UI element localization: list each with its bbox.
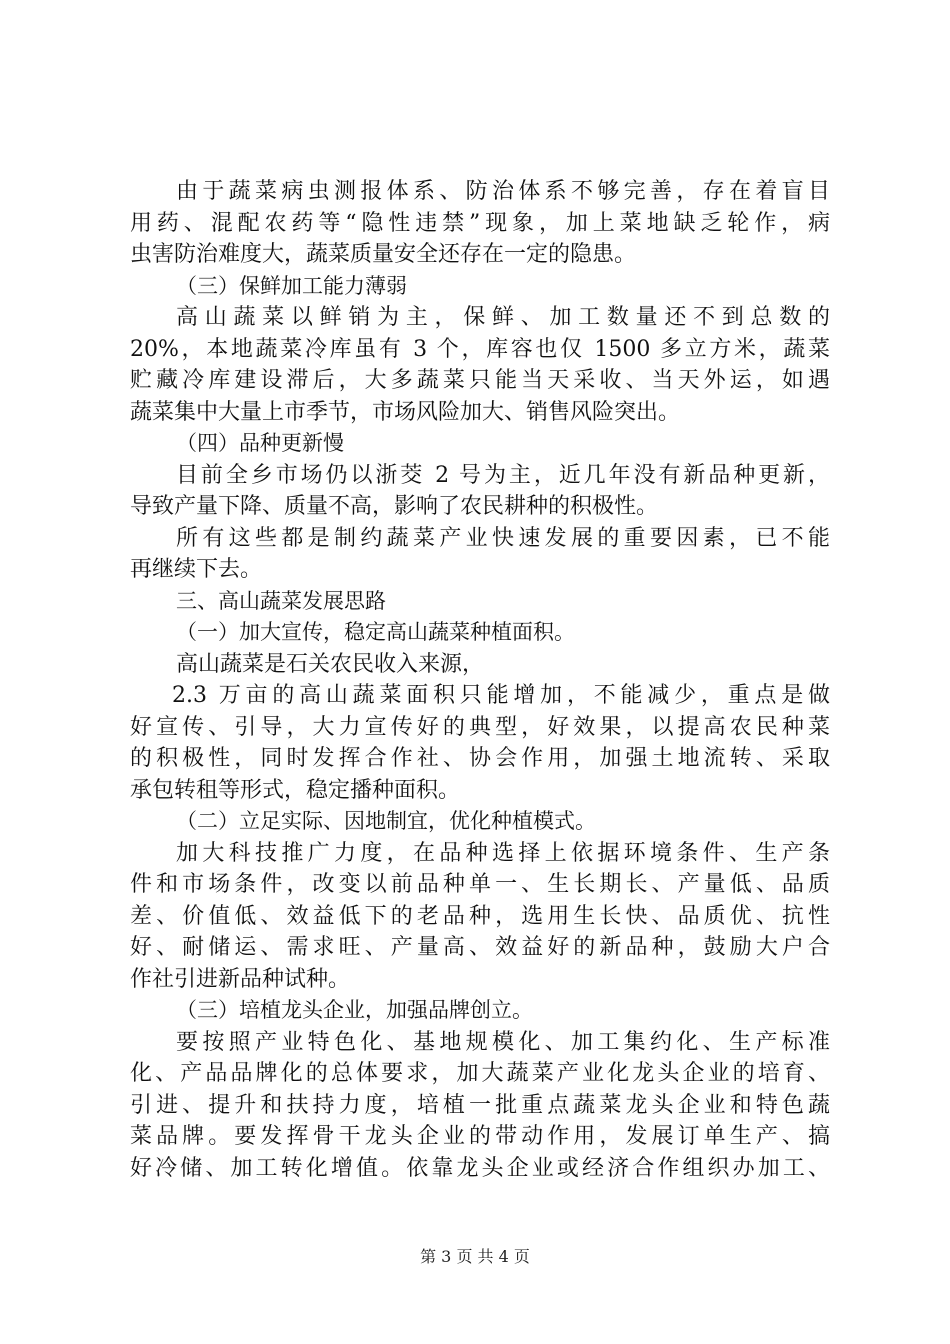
paragraph-line: 虫害防治难度大，蔬菜质量安全还存在一定的隐患。	[130, 242, 637, 267]
paragraph-line: 作社引进新品种试种。	[130, 966, 351, 992]
paragraph-line: 加大科技推广力度，在品种选择上依据环境条件、生产条	[176, 840, 830, 866]
paragraph-line: 用药、混配农药等“隐性违禁”现象，加上菜地缺乏轮作，病	[130, 210, 830, 236]
paragraph-line: 由于蔬菜病虫测报体系、防治体系不够完善，存在着盲目	[176, 179, 830, 204]
paragraph-line: 化、产品品牌化的总体要求，加大蔬菜产业化龙头企业的培育、	[130, 1061, 830, 1086]
section-heading: （四）品种更新慢	[176, 431, 344, 455]
paragraph-line: 引进、提升和扶持力度，培植一批重点蔬菜龙头企业和特色蔬	[130, 1092, 830, 1118]
paragraph-line: 高山蔬菜是石关农民收入来源，	[176, 651, 485, 677]
section-heading: （三）培植龙头企业，加强品牌创立。	[176, 998, 533, 1022]
paragraph-line: 承包转租等形式，稳定播种面积。	[130, 777, 461, 803]
paragraph-line: 导致产量下降、质量不高，影响了农民耕种的积极性。	[130, 494, 659, 519]
paragraph-line: 好冷储、加工转化增值。依靠龙头企业或经济合作组织办加工、	[130, 1155, 830, 1181]
paragraph-line: 2.3 万亩的高山蔬菜面积只能增加，不能减少，重点是做	[172, 683, 830, 708]
paragraph-line: 贮藏冷库建设滞后，大多蔬菜只能当天采收、当天外运，如遇	[130, 368, 830, 393]
paragraph-line: 菜品牌。要发挥骨干龙头企业的带动作用，发展订单生产、搞	[130, 1124, 830, 1149]
section-heading: （二）立足实际、因地制宜，优化种植模式。	[176, 809, 596, 833]
section-heading: （一）加大宣传，稳定高山蔬菜种植面积。	[176, 620, 575, 644]
section-heading: （三）保鲜加工能力薄弱	[176, 273, 407, 298]
page-number-footer: 第 3 页 共 4 页	[420, 1247, 530, 1266]
paragraph-line: 的积极性，同时发挥合作社、协会作用，加强土地流转、采取	[130, 746, 830, 771]
paragraph-line: 件和市场条件，改变以前品种单一、生长期长、产量低、品质	[130, 872, 830, 897]
paragraph-line: 20%，本地蔬菜冷库虽有 3 个，库容也仅 1500 多立方米，蔬菜	[130, 336, 830, 362]
paragraph-line: 再继续下去。	[130, 557, 263, 582]
chapter-heading: 三、高山蔬菜发展思路	[176, 588, 386, 613]
document-body	[130, 176, 830, 1184]
paragraph-line: 要按照产业特色化、基地规模化、加工集约化、生产标准	[176, 1029, 830, 1055]
paragraph-line: 蔬菜集中大量上市季节，市场风险加大、销售风险突出。	[130, 399, 681, 425]
paragraph-line: 目前全乡市场仍以浙茭 2 号为主，近几年没有新品种更新，	[176, 462, 830, 488]
paragraph-line: 所有这些都是制约蔬菜产业快速发展的重要因素，已不能	[176, 525, 830, 551]
paragraph-line: 差、价值低、效益低下的老品种，选用生长快、品质优、抗性	[130, 903, 830, 929]
paragraph-line: 高山蔬菜以鲜销为主，保鲜、加工数量还不到总数的	[176, 305, 830, 330]
paragraph-line: 好、耐储运、需求旺、产量高、效益好的新品种，鼓励大户合	[130, 935, 830, 960]
paragraph-line: 好宣传、引导，大力宣传好的典型，好效果，以提高农民种菜	[130, 714, 830, 740]
